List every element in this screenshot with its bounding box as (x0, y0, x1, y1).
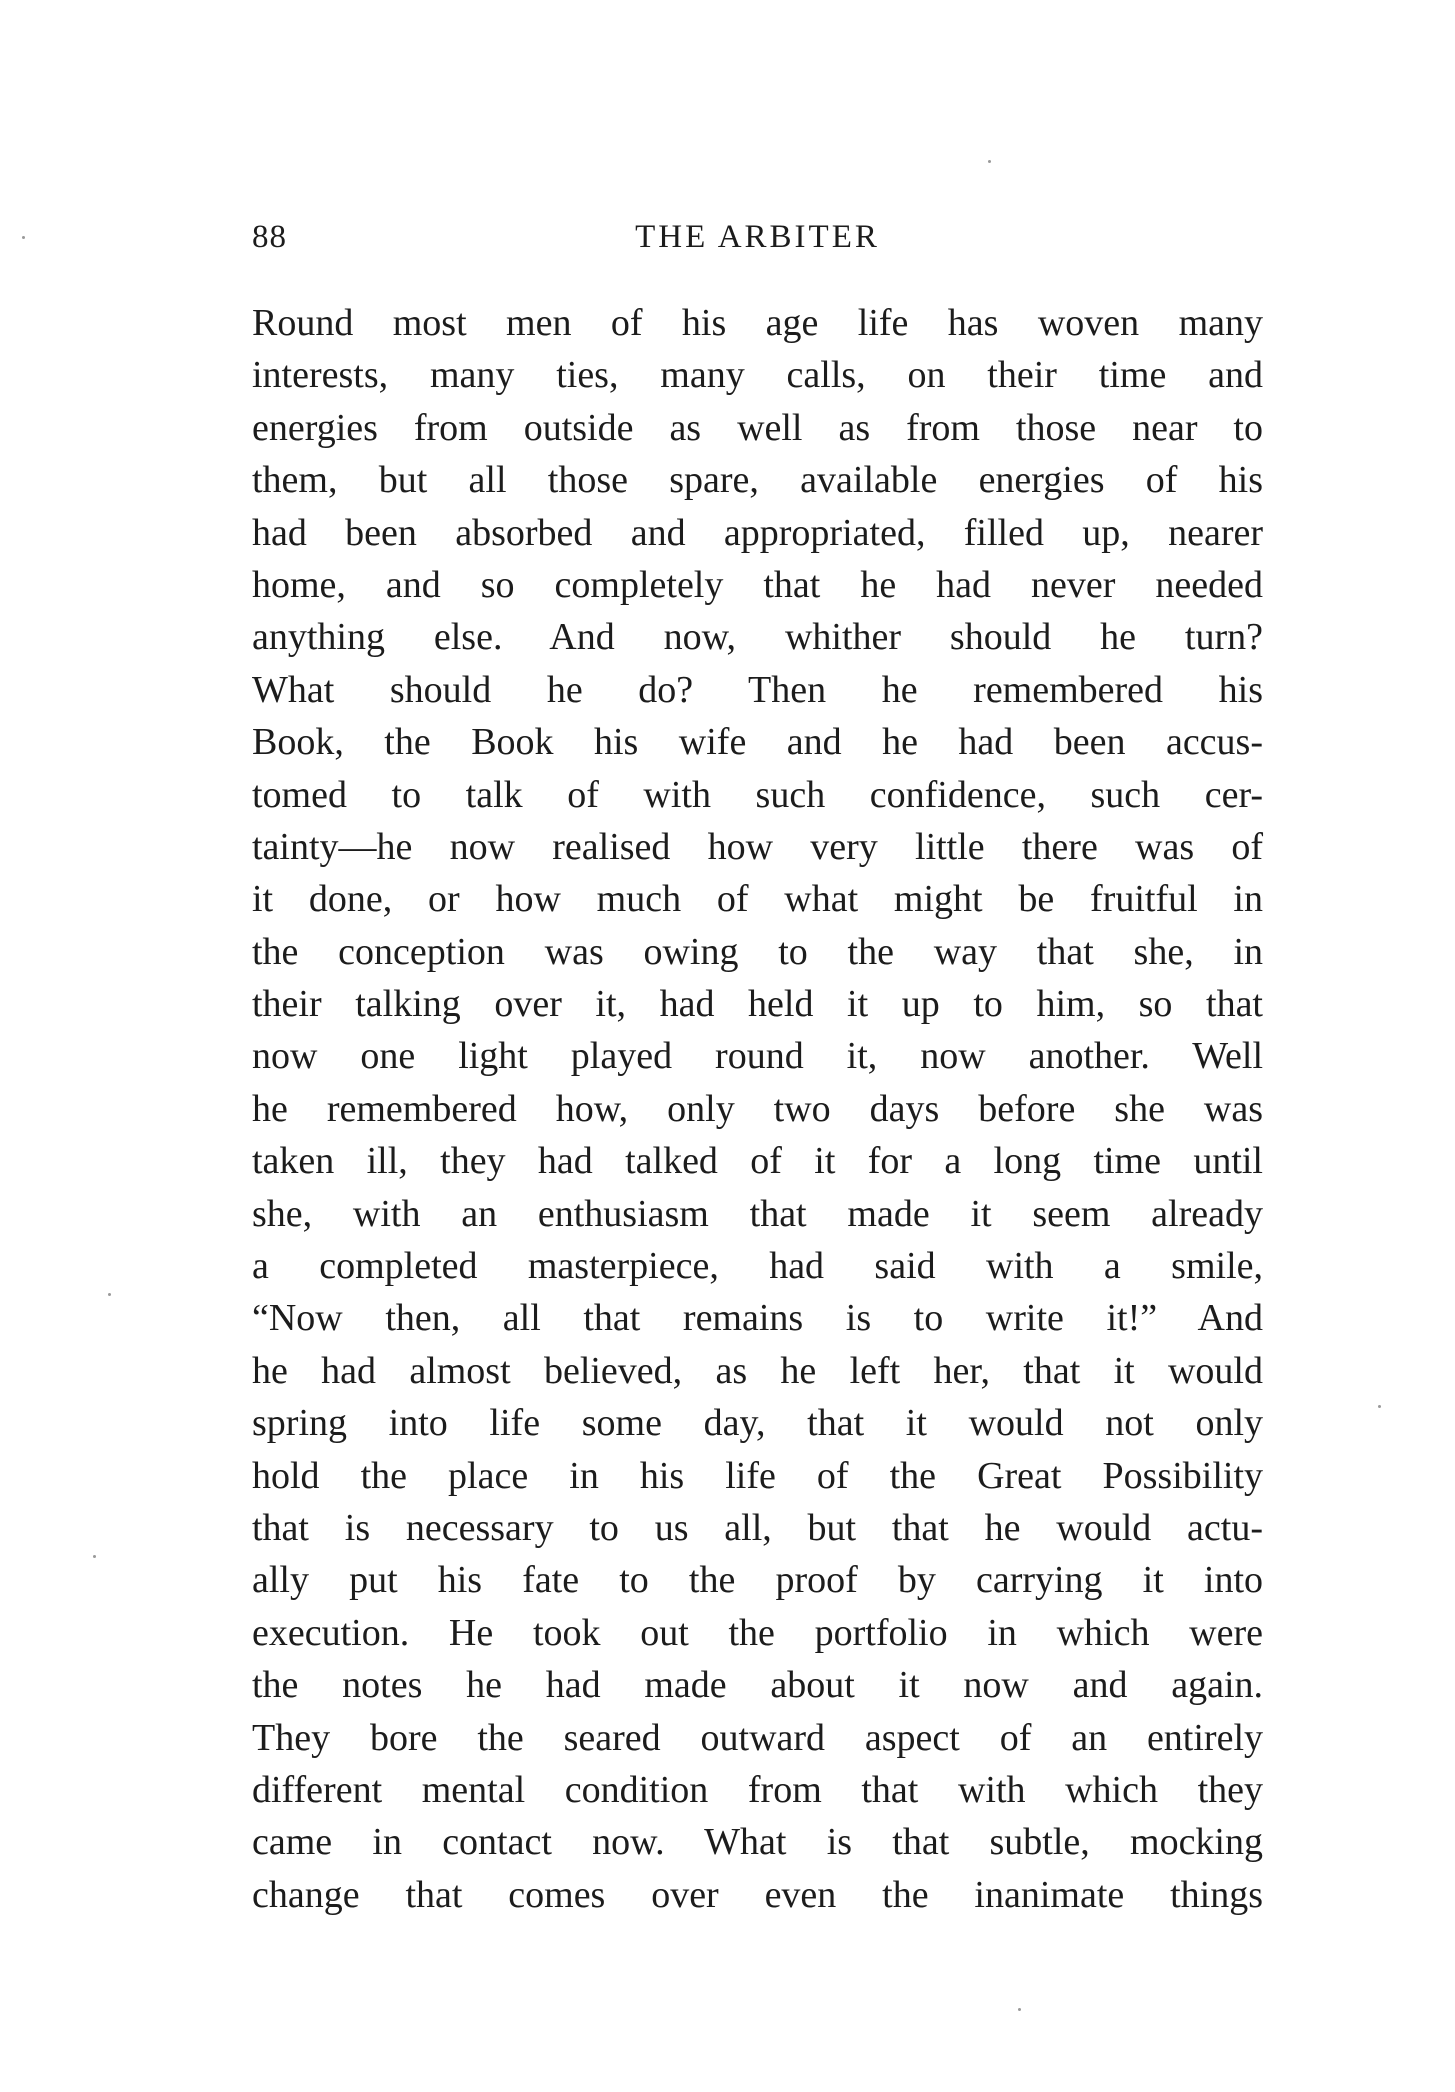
text-line: he remembered how, only two days before she was (252, 1087, 1263, 1130)
page-number: 88 (252, 219, 287, 255)
text-line: home, and so completely that he had never needed (252, 563, 1263, 606)
text-line: them, but all those spare, available energies of his (252, 459, 1263, 502)
text-line: “Now then, all that remains is to write it!” And (252, 1297, 1263, 1340)
text-line: the notes he had made about it now and again. (252, 1664, 1263, 1707)
text-line: anything else. And now, whither should he turn? (252, 616, 1263, 659)
text-line: that is necessary to us all, but that he would actu- (252, 1506, 1263, 1549)
text-line: spring into life some day, that it would not only (252, 1402, 1263, 1445)
scan-speck (1018, 2008, 1021, 2011)
text-line: energies from outside as well as from those near to (252, 406, 1263, 449)
text-line: the conception was owing to the way that she, in (252, 930, 1263, 973)
text-line: taken ill, they had talked of it for a long time until (252, 1140, 1263, 1183)
text-line: hold the place in his life of the Great Possibility (252, 1454, 1263, 1497)
text-line: different mental condition from that with which they (252, 1768, 1263, 1811)
scan-speck (22, 236, 25, 239)
text-line: Book, the Book his wife and he had been accus- (252, 721, 1263, 764)
text-line: Round most men of his age life has woven many (252, 302, 1263, 344)
text-line: tomed to talk of with such confidence, such cer- (252, 773, 1263, 816)
scan-speck (1378, 1405, 1381, 1408)
text-line: a completed masterpiece, had said with a smile, (252, 1245, 1263, 1288)
text-line: their talking over it, had held it up to him, so that (252, 983, 1263, 1026)
text-line: interests, many ties, many calls, on their time and (252, 354, 1263, 397)
text-line: it done, or how much of what might be fruitful in (252, 878, 1263, 921)
text-line: now one light played round it, now another. Well (252, 1035, 1263, 1078)
scan-speck (108, 1293, 111, 1296)
scan-speck (93, 1555, 96, 1558)
running-title: THE ARBITER (635, 219, 880, 255)
text-line: he had almost believed, as he left her, that it would (252, 1349, 1263, 1392)
text-line: tainty—he now realised how very little there was of (252, 825, 1263, 868)
text-line: had been absorbed and appropriated, filled up, nearer (252, 511, 1263, 554)
text-line: she, with an enthusiasm that made it seem already (252, 1192, 1263, 1235)
text-line: came in contact now. What is that subtle, mocking (252, 1821, 1263, 1864)
text-line: change that comes over even the inanimate things (252, 1873, 1263, 1916)
text-line: They bore the seared outward aspect of an entirely (252, 1716, 1263, 1759)
body-text (252, 297, 1263, 1921)
text-line: ally put his fate to the proof by carrying it into (252, 1559, 1263, 1602)
scan-speck (988, 160, 991, 163)
text-line: What should he do? Then he remembered his (252, 668, 1263, 711)
text-line: execution. He took out the portfolio in which were (252, 1611, 1263, 1654)
running-head (252, 212, 1263, 262)
